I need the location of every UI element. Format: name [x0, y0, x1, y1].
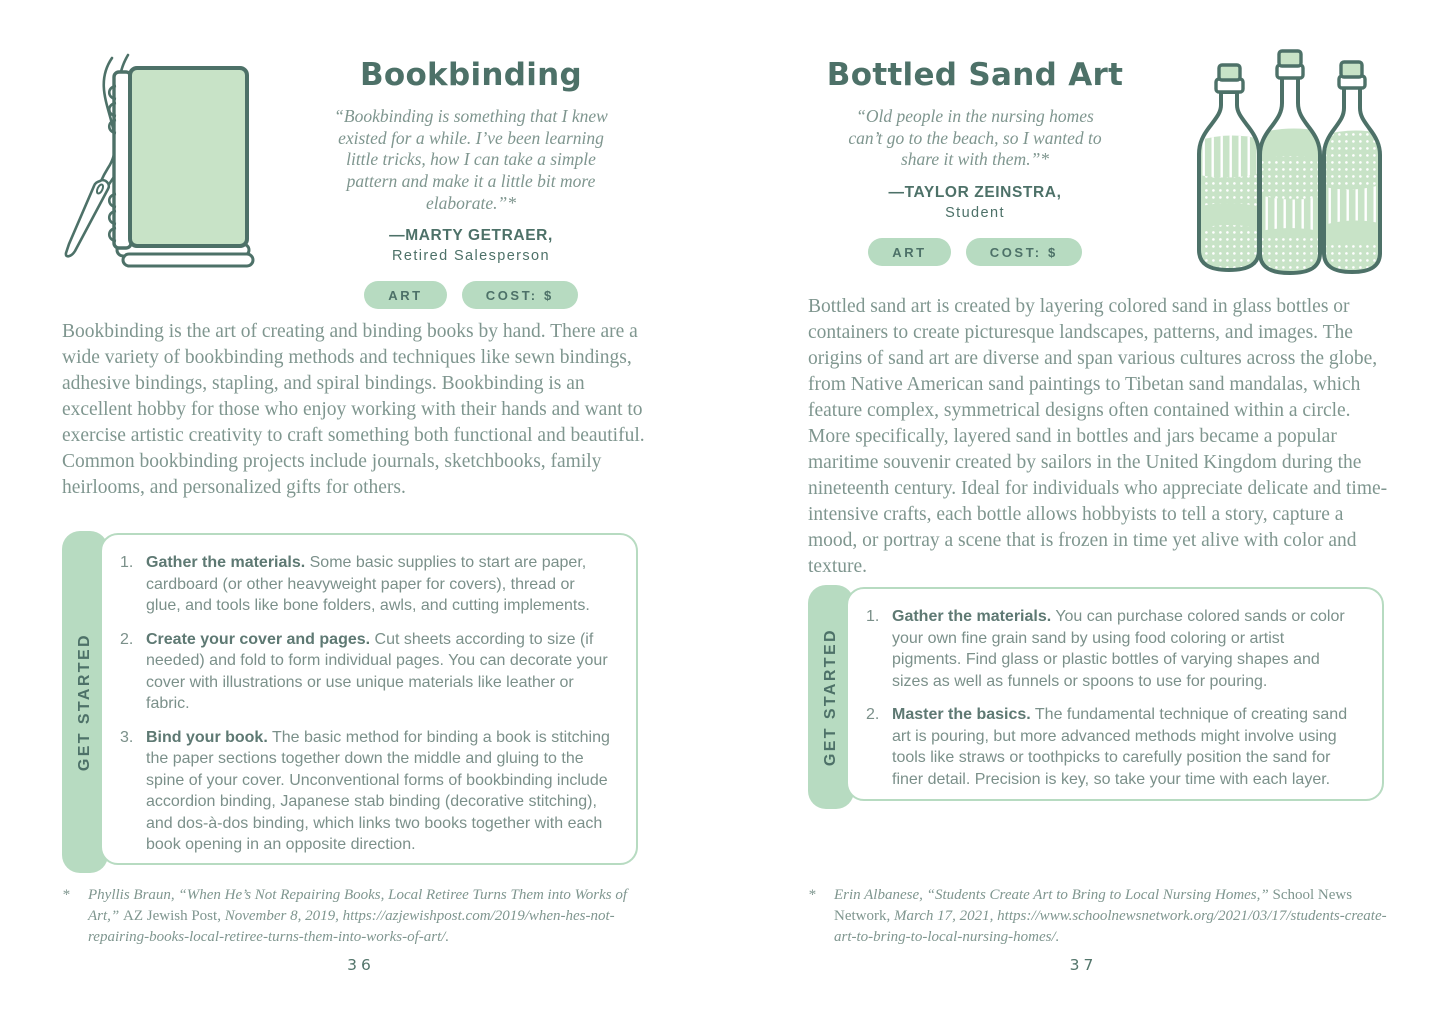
footnote-publication: AZ Jewish Post, [123, 908, 225, 924]
footnote [62, 885, 647, 948]
step-item [120, 552, 612, 617]
step-lead: Master the basics. [892, 706, 1031, 723]
step-lead: Gather the materials. [146, 554, 306, 571]
step-item [120, 727, 612, 856]
get-started-box [808, 585, 1384, 809]
page-title: Bottled Sand Art [826, 57, 1124, 93]
step-lead: Bind your book. [146, 728, 268, 746]
footnote-publication: School News Network, [834, 887, 1353, 924]
get-started-steps [846, 587, 1384, 801]
step-number: 1. [120, 554, 134, 571]
get-started-box [62, 531, 638, 873]
quote-attribution-role: Retired Salesperson [392, 248, 550, 265]
sand-bottles-illustration [1190, 48, 1390, 283]
step-lead: Gather the materials. [892, 608, 1052, 625]
footnote-citation: Phyllis Braun, “When He’s Not Repairing Books, Local Retiree Turns Them into Works of Art,” [88, 887, 628, 924]
step-text: The fundamental technique of creating sand art is pouring, but more advanced methods might involve using tools like straws or toothpicks to carefully position the sand for finer detail. Precision is key, so take your time with each layer. [892, 706, 1348, 788]
footnote-date-url: November 8, 2019, https://azjewishpost.com/2019/when-hes-not-repairing-books-local-retiree-turns-them-into-works-of-art/. [88, 908, 615, 945]
step-number: 3. [120, 728, 134, 746]
category-badge: ART [364, 281, 447, 309]
step-text: You can purchase colored sands or color your own fine grain sand by using food coloring or artist pigments. Find glass or plastic bottles of varying shapes and sizes as well as funnels or spoons to use for pouring. [892, 608, 1345, 690]
step-item [866, 606, 1358, 692]
step-number: 1. [866, 608, 880, 625]
footnote-date-url: March 17, 2021, https://www.schoolnewsnetwork.org/2021/03/17/students-create-art-to-bring-to-local-nursing-homes/. [834, 908, 1387, 945]
footnote-marker: * [808, 887, 816, 903]
step-number: 2. [866, 706, 880, 723]
quote-attribution-role: Student [945, 205, 1005, 222]
step-text: Cut sheets according to size (if needed) and fold to form individual pages. You can decorate your cover with illustrations or use unique materials like leather or fabric. [146, 630, 608, 712]
tag-row [318, 281, 624, 309]
get-started-label: GET STARTED [76, 632, 93, 772]
footnote-citation: Erin Albanese, “Students Create Art to Bring to Local Nursing Homes,” [834, 887, 1273, 903]
page-number: 37 [1069, 956, 1098, 974]
body-paragraph: Bottled sand art is created by layering colored sand in glass bottles or containers to create picturesque landscapes, patterns, and images. The origins of sand art are diverse and span various cultures across the globe, from Native American sand paintings to Tibetan sand mandalas, which feature complex, symmetrical designs often contained within a circle. More specifically, layered sand in bottles and jars became a popular maritime souvenir created by sailors in the United Kingdom during the nineteenth century. Ideal for individuals who appreciate delicate and time-intensive crafts, each bottle allows hobbyists to tell a story, capture a mood, or portray a scene that is frozen in time yet alive with color and texture. [808, 296, 1388, 577]
quote-attribution-name: —MARTY GETRAER, [389, 227, 553, 245]
step-item [866, 704, 1358, 790]
category-badge: ART [868, 238, 951, 266]
cost-badge: COST: $ [462, 281, 578, 309]
page-number: 36 [347, 956, 375, 974]
footnote-marker: * [62, 887, 70, 903]
step-lead: Create your cover and pages. [146, 630, 371, 648]
footnote [808, 885, 1408, 948]
book-and-needle-illustration [50, 48, 285, 270]
step-item [120, 629, 612, 715]
cost-badge: COST: $ [966, 238, 1082, 266]
step-text: Some basic supplies to start are paper, cardboard (or other heavyweight paper for covers), thread or glue, and tools like bone folders, awls, and cutting implements. [146, 554, 590, 614]
quote-attribution-name: —TAYLOR ZEINSTRA, [888, 184, 1062, 202]
page-title: Bookbinding [359, 57, 583, 93]
get-started-steps [100, 533, 638, 865]
pull-quote: “Old people in the nursing homes can’t go to the beach, so I wanted to share it with them.”* [848, 106, 1102, 170]
get-started-label: GET STARTED [822, 627, 839, 767]
step-number: 2. [120, 630, 134, 648]
tag-row [808, 238, 1142, 266]
step-text: The basic method for binding a book is stitching the paper sections together down the middle and gluing to the spine of your cover. Unconventional forms of bookbinding include accordion binding, Japanese stab binding (decorative stitching), and dos-à-dos binding, which links two books together with each book opening in an opposite direction. [146, 728, 610, 853]
body-paragraph: Bookbinding is the art of creating and binding books by hand. There are a wide variety of bookbinding methods and techniques like sewn bindings, adhesive bindings, stapling, and spiral bindings. Bookbinding is an excellent hobby for those who enjoy working with their hands and want to exercise artistic creativity to craft something both functional and beautiful. Common bookbinding projects include journals, sketchbooks, family heirlooms, and personalized gifts for others. [62, 321, 645, 498]
pull-quote: “Bookbinding is something that I knew existed for a while. I’ve been learning little tricks, how I can take a simple pattern and make it a little bit more elaborate.”* [334, 106, 608, 213]
